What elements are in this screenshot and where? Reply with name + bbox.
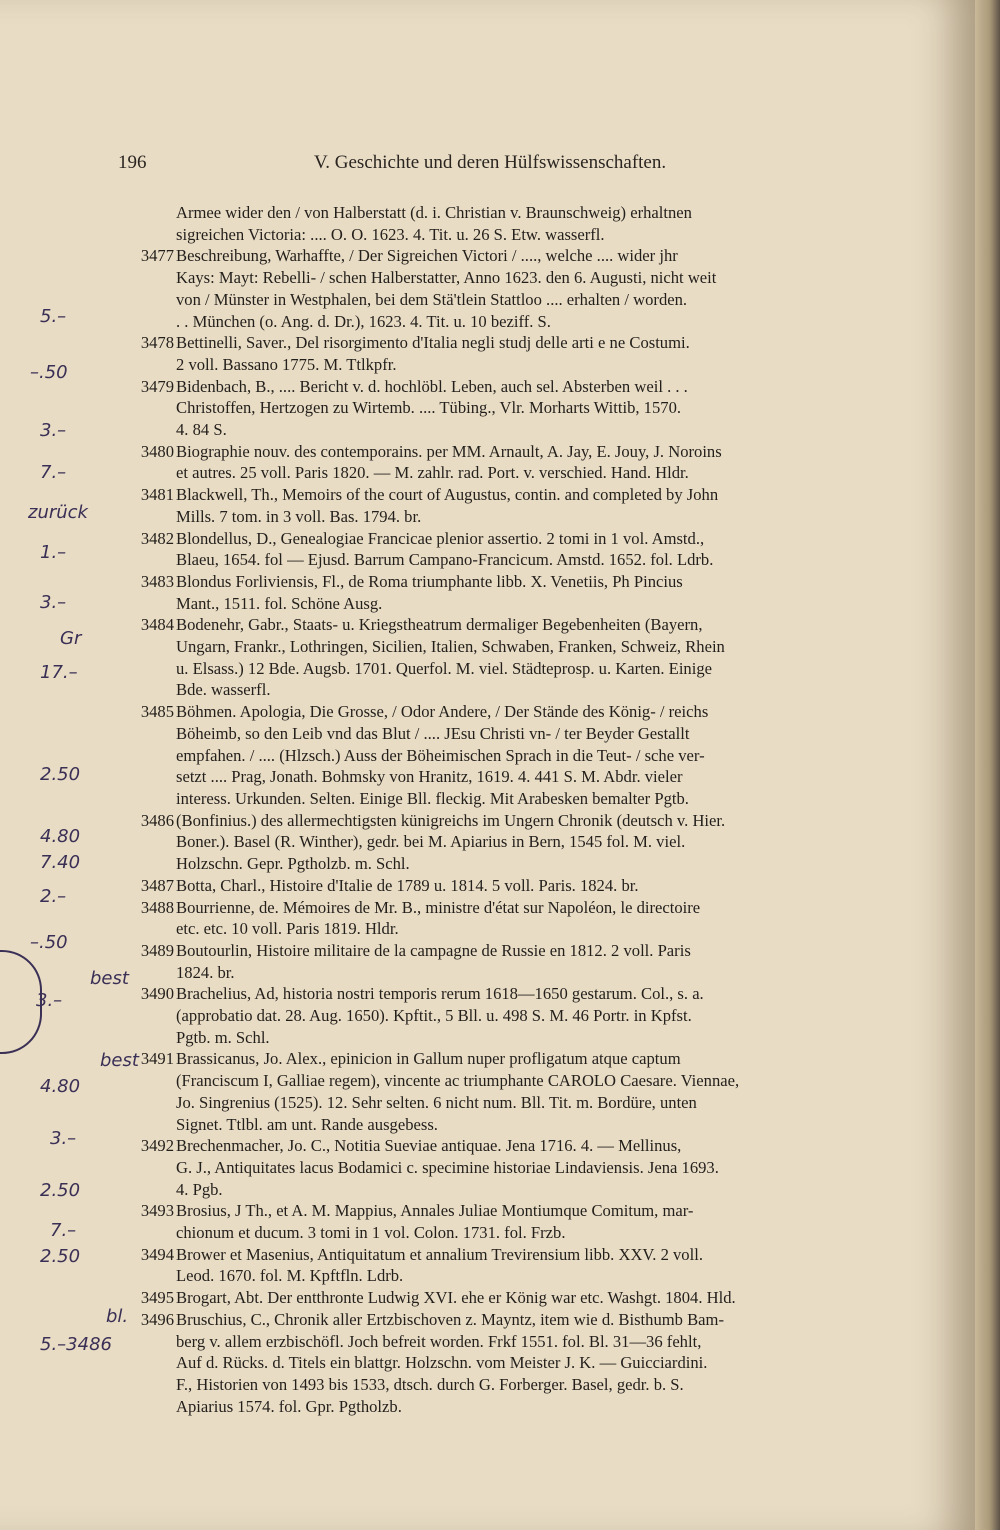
margin-note: 4.80 <box>40 826 81 847</box>
entry-line: berg v. allem erzbischöfl. Joch befreit worden. Frkf 1551. fol. Bl. 31—36 fehlt, <box>176 1331 702 1351</box>
entry-line: Bidenbach, B., .... Bericht v. d. hochlöbl. Leben, auch sel. Absterben weil . . . <box>176 376 688 396</box>
entry-line: Auf d. Rücks. d. Titels ein blattgr. Holzschn. vom Meister J. K. — Guicciardini. <box>176 1353 708 1373</box>
margin-note: 17.– <box>40 662 78 683</box>
margin-note: 2.50 <box>40 764 81 785</box>
entry-line: Bde. wasserfl. <box>176 680 271 700</box>
entry-number: 3484 <box>140 615 174 635</box>
margin-note: bl. <box>106 1306 129 1327</box>
entry-line: F., Historien von 1493 bis 1533, dtsch. durch G. Forberger. Basel, gedr. b. S. <box>176 1374 684 1394</box>
catalog-entries <box>118 202 933 1417</box>
running-title: V. Geschichte und deren Hülfswissenschaften. <box>314 152 667 173</box>
entry-line: Christoffen, Hertzogen zu Wirtemb. .... Tübing., Vlr. Morharts Wittib, 1570. <box>176 398 682 418</box>
catalog-entry <box>118 897 933 940</box>
entry-line: Kays: Mayt: Rebelli- / schen Halberstatter, Anno 1623. den 6. Augusti, nicht weit <box>176 268 717 288</box>
entry-line: 2 voll. Bassano 1775. M. Ttlkpfr. <box>176 354 397 374</box>
margin-note: zurück <box>28 502 88 523</box>
margin-note: 7.– <box>50 1220 77 1241</box>
entry-line: et autres. 25 voll. Paris 1820. — M. zahlr. rad. Port. v. verschied. Hand. Hldr. <box>176 463 689 483</box>
entry-number: 3479 <box>140 376 174 396</box>
entry-line: etc. etc. 10 voll. Paris 1819. Hldr. <box>176 919 399 939</box>
catalog-entry <box>118 810 933 875</box>
entry-line: Brechenmacher, Jo. C., Notitia Sueviae antiquae. Jena 1716. 4. — Mellinus, <box>176 1136 682 1156</box>
entry-line: von / Münster in Westphalen, bei dem Stä'tlein Stattloo .... erhalten / worden. <box>176 289 688 309</box>
catalog-entry <box>118 376 933 441</box>
margin-note: 5.– <box>40 306 67 327</box>
margin-note: –.50 <box>30 932 68 953</box>
entry-number: 3478 <box>140 333 174 353</box>
entry-number: 3490 <box>140 984 174 1004</box>
entry-number: 3487 <box>140 875 174 895</box>
catalog-entry <box>118 875 933 897</box>
entry-line: Apiarius 1574. fol. Gpr. Pgtholzb. <box>176 1396 402 1416</box>
entry-line: Ungarn, Frankr., Lothringen, Sicilien, Italien, Schwaben, Franken, Schweiz, Rhein <box>176 637 725 657</box>
margin-note: 3.– <box>36 990 63 1011</box>
catalog-entry <box>118 1244 933 1287</box>
margin-note: 7.40 <box>40 852 81 873</box>
entry-line: u. Elsass.) 12 Bde. Augsb. 1701. Querfol. M. viel. Städteprosp. u. Karten. Einige <box>176 658 712 678</box>
entry-line: Boutourlin, Histoire militaire de la campagne de Russie en 1812. 2 voll. Paris <box>176 940 691 960</box>
entry-line: Blaeu, 1654. fol — Ejusd. Barrum Campano-Francicum. Amstd. 1652. fol. Ldrb. <box>176 550 714 570</box>
entry-number: 3486 <box>140 810 174 830</box>
margin-note: 7.– <box>40 462 67 483</box>
margin-note: Gr <box>60 628 82 649</box>
entry-line: . . München (o. Ang. d. Dr.), 1623. 4. Tit. u. 10 beziff. S. <box>176 311 551 331</box>
catalog-entry <box>118 701 933 810</box>
catalog-entry <box>118 1200 933 1243</box>
entry-line: G. J., Antiquitates lacus Bodamici c. specimine historiae Lindaviensis. Jena 1693. <box>176 1157 719 1177</box>
catalog-entry <box>118 1287 933 1309</box>
entry-line: chionum et ducum. 3 tomi in 1 vol. Colon. 1731. fol. Frzb. <box>176 1223 566 1243</box>
margin-note: best <box>100 1050 139 1071</box>
entry-number: 3480 <box>140 441 174 461</box>
entry-line: 4. 84 S. <box>176 420 227 440</box>
entry-line: Brower et Masenius, Antiquitatum et annalium Trevirensium libb. XXV. 2 voll. <box>176 1244 703 1264</box>
entry-line: Bodenehr, Gabr., Staats- u. Kriegstheatrum dermaliger Begebenheiten (Bayern, <box>176 615 703 635</box>
entry-line: Mills. 7 tom. in 3 voll. Bas. 1794. br. <box>176 506 422 526</box>
catalog-entry <box>118 332 933 375</box>
entry-line: Botta, Charl., Histoire d'Italie de 1789 u. 1814. 5 voll. Paris. 1824. br. <box>176 875 639 895</box>
catalog-entry <box>118 571 933 614</box>
entry-line: Blackwell, Th., Memoirs of the court of Augustus, contin. and completed by John <box>176 485 719 505</box>
entry-line: Biographie nouv. des contemporains. per MM. Arnault, A. Jay, E. Jouy, J. Noroins <box>176 441 722 461</box>
entry-number: 3493 <box>140 1201 174 1221</box>
entry-line: Pgtb. m. Schl. <box>176 1027 270 1047</box>
margin-note: 1.– <box>40 542 67 563</box>
entry-line: Brosius, J Th., et A. M. Mappius, Annales Juliae Montiumque Comitum, mar- <box>176 1201 694 1221</box>
margin-note: 3.– <box>50 1128 77 1149</box>
entry-line: Leod. 1670. fol. M. Kpftfln. Ldrb. <box>176 1266 404 1286</box>
entry-number: 3495 <box>140 1288 174 1308</box>
entry-line: Brachelius, Ad, historia nostri temporis rerum 1618—1650 gestarum. Col., s. a. <box>176 984 704 1004</box>
margin-note: 2.50 <box>40 1180 81 1201</box>
entry-number: 3488 <box>140 897 174 917</box>
margin-note: best <box>90 968 129 989</box>
entry-number: 3492 <box>140 1136 174 1156</box>
entry-number: 3483 <box>140 571 174 591</box>
page-number: 196 <box>118 152 147 173</box>
catalog-entry <box>118 1309 933 1418</box>
entry-number: 3481 <box>140 485 174 505</box>
catalog-entry <box>118 441 933 484</box>
entry-number: 3494 <box>140 1244 174 1264</box>
entry-line: Bourrienne, de. Mémoires de Mr. B., ministre d'état sur Napoléon, le directoire <box>176 897 701 917</box>
margin-note: 3.– <box>40 420 67 441</box>
entry-line: (Franciscum I, Galliae regem), vincente ac triumphante CAROLO Caesare. Viennae, <box>176 1071 740 1091</box>
entry-number: 3482 <box>140 528 174 548</box>
page-gutter-edge <box>975 0 1000 1530</box>
entry-line: (approbatio dat. 28. Aug. 1650). Kpftit., 5 Bll. u. 498 S. M. 46 Portr. in Kpfst. <box>176 1006 692 1026</box>
catalog-entry <box>118 202 933 245</box>
page-header <box>118 152 778 184</box>
entry-line: Brogart, Abt. Der entthronte Ludwig XVI. ehe er König war etc. Washgt. 1804. Hld. <box>176 1288 736 1308</box>
entry-number: 3491 <box>140 1049 174 1069</box>
entry-line: setzt .... Prag, Jonath. Bohmsky von Hranitz, 1619. 4. 441 S. M. Abdr. vieler <box>176 767 683 787</box>
entry-number: 3477 <box>140 246 174 266</box>
catalog-entry <box>118 484 933 527</box>
margin-note: –.50 <box>30 362 68 383</box>
catalog-entry <box>118 528 933 571</box>
entry-line: Signet. Ttlbl. am unt. Rande ausgebess. <box>176 1114 438 1134</box>
entry-line: Jo. Singrenius (1525). 12. Sehr selten. 6 nicht num. Bll. Tit. m. Bordüre, unten <box>176 1092 697 1112</box>
catalog-entry <box>118 940 933 983</box>
entry-line: (Bonfinius.) des allermechtigsten künigreichs im Ungern Chronik (deutsch v. Hier. <box>176 810 726 830</box>
entry-line: sigreichen Victoria: .... O. O. 1623. 4. Tit. u. 26 S. Etw. wasserfl. <box>176 224 605 244</box>
entry-number: 3489 <box>140 940 174 960</box>
catalog-entry <box>118 983 933 1048</box>
margin-note: 2.– <box>40 886 67 907</box>
catalog-entry <box>118 245 933 332</box>
entry-line: Beschreibung, Warhaffte, / Der Sigreichen Victori / ...., welche .... wider jhr <box>176 246 678 266</box>
entry-number: 3485 <box>140 702 174 722</box>
entry-line: 4. Pgb. <box>176 1179 223 1199</box>
entry-line: empfahen. / .... (Hlzsch.) Auss der Böheimischen Sprach in die Teut- / sche ver- <box>176 745 705 765</box>
entry-line: Bruschius, C., Chronik aller Ertzbischoven z. Mayntz, item wie d. Bisthumb Bam- <box>176 1309 724 1329</box>
entry-line: Böhmen. Apologia, Die Grosse, / Odor Andere, / Der Stände des König- / reichs <box>176 702 709 722</box>
catalog-entry <box>118 1135 933 1200</box>
entry-line: Blondellus, D., Genealogiae Francicae plenior assertio. 2 tomi in 1 vol. Amstd., <box>176 528 705 548</box>
entry-line: Boner.). Basel (R. Winther), gedr. bei M. Apiarius in Bern, 1545 fol. M. viel. <box>176 832 686 852</box>
catalog-entry <box>118 1048 933 1135</box>
entry-line: Holzschn. Gepr. Pgtholzb. m. Schl. <box>176 854 410 874</box>
catalog-entry <box>118 614 933 701</box>
entry-line: Bettinelli, Saver., Del risorgimento d'Italia negli studj delle arti e ne Costumi. <box>176 333 690 353</box>
margin-note: 4.80 <box>40 1076 81 1097</box>
entry-line: Mant., 1511. fol. Schöne Ausg. <box>176 593 383 613</box>
margin-note: 2.50 <box>40 1246 81 1267</box>
entry-line: interess. Urkunden. Selten. Einige Bll. fleckig. Mit Arabesken bemalter Pgtb. <box>176 788 689 808</box>
entry-line: Blondus Forliviensis, Fl., de Roma triumphante libb. X. Venetiis, Ph Pincius <box>176 571 683 591</box>
entry-line: Armee wider den / von Halberstatt (d. i. Christian v. Braunschweig) erhaltnen <box>176 203 692 222</box>
handwritten-bracket <box>0 950 42 1054</box>
entry-line: Böheimb, so den Leib vnd das Blut / .... JEsu Christi vn- / ter Beyder Gestallt <box>176 723 690 743</box>
entry-number: 3496 <box>140 1309 174 1329</box>
entry-line: 1824. br. <box>176 962 235 982</box>
margin-note: 5.–3486 <box>40 1334 112 1355</box>
margin-note: 3.– <box>40 592 67 613</box>
entry-line: Brassicanus, Jo. Alex., epinicion in Gallum nuper profligatum atque captum <box>176 1049 681 1069</box>
